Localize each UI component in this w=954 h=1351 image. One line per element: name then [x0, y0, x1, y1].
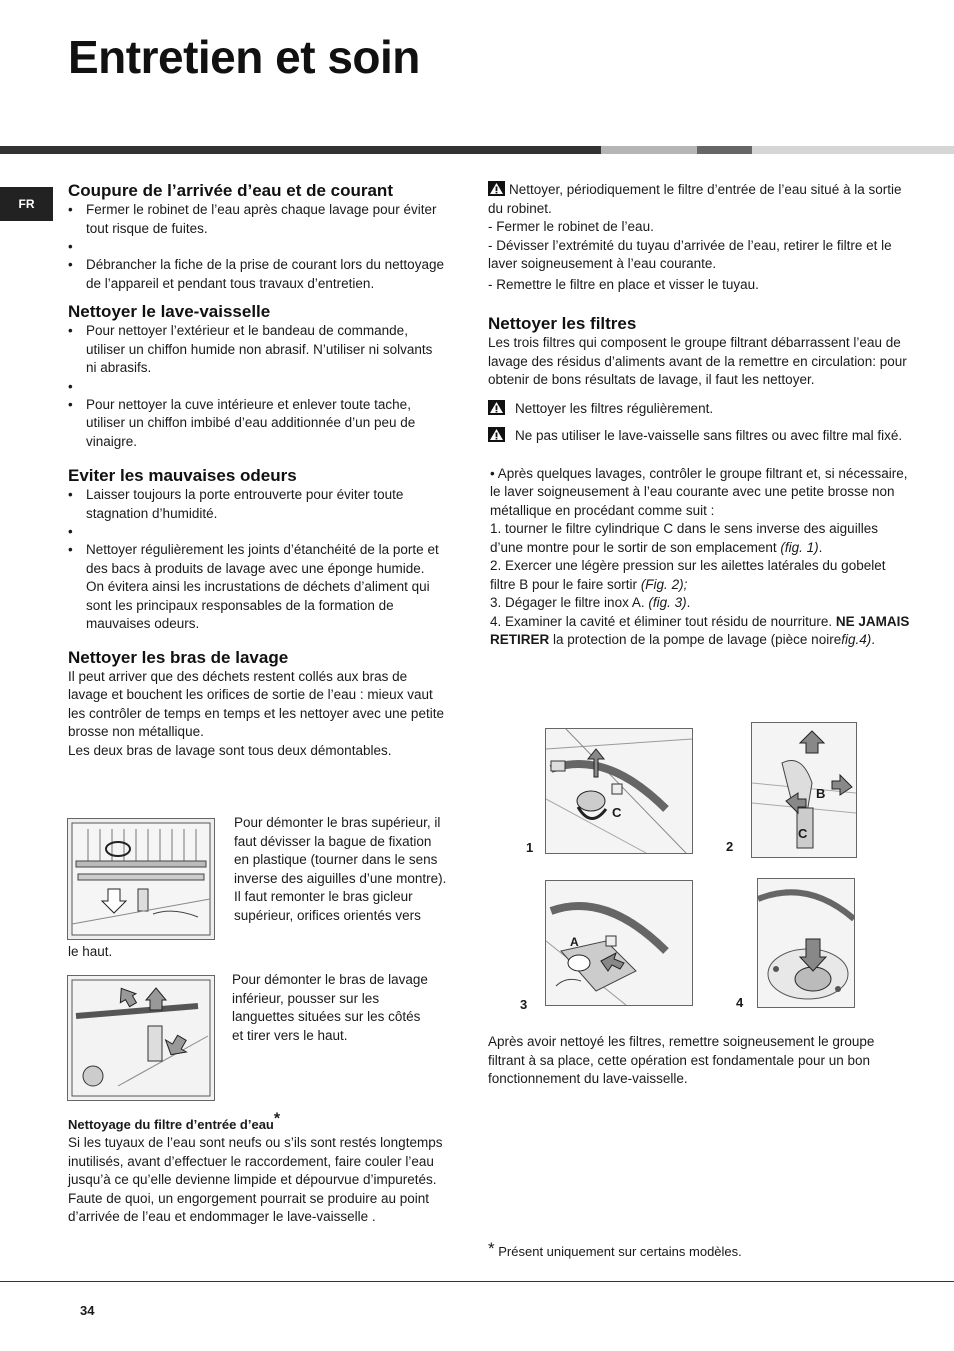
filter-step-1: 1. tourner le filtre cylindrique C dans le sens inverse des aiguilles d’une montre pour le sortir de son emplacement (fig. 1).: [490, 521, 878, 555]
inlet-step: - Remettre le filtre en place et visser le tuyau.: [488, 276, 759, 292]
figure-number-1: 1: [526, 840, 534, 855]
footnote-marker: *: [488, 1239, 495, 1258]
step-text: la protection de la pompe de lavage (pièce noire: [549, 632, 842, 647]
figure-3-illustration: [546, 881, 692, 1005]
filter-step-4: 4. Examiner la cavité et éliminer tout résidu de nourriture. NE JAMAIS RETIRER la protection de la pompe de lavage (pièce noirefig.4).: [490, 613, 910, 647]
step-text: 1. tourner le filtre cylindrique C dans le sens inverse des aiguilles d’une montre pour le sortir de son emplacement: [490, 521, 878, 555]
header-bar-pale: [752, 146, 954, 154]
figure-label-b: B: [816, 786, 826, 801]
odours-list: [68, 486, 446, 634]
figure-ref: (Fig. 2);: [640, 576, 688, 592]
upper-arm-figure: [67, 818, 215, 940]
list-item: • Pour nettoyer la cuve intérieure et enlever toute tache, utiliser un chiffon imbibé d’eau additionnée d’un peu de vinaigre.: [68, 396, 446, 452]
figure-ref: (fig. 3): [648, 595, 687, 610]
list-item: • Débrancher la fiche de la prise de courant lors du nettoyage de l’appareil et pendant tous travaux d’entretien.: [68, 256, 446, 293]
list-item: • Laisser toujours la porte entrouverte pour éviter toute stagnation d’humidité.: [68, 486, 446, 523]
figure-1: [545, 728, 693, 854]
after-filters-paragraph: Après avoir nettoyé les filtres, remettre soigneusement le groupe filtrant à sa place, cette opération est fondamentale pour un bon fonctionnement du lave-vaisselle.: [488, 1034, 875, 1086]
left-column: [68, 180, 446, 760]
footnote-marker: *: [273, 1110, 281, 1128]
step-text: 3. Dégager le filtre inox A.: [490, 595, 649, 610]
lower-arm-illustration: [68, 976, 214, 1100]
figure-4-illustration: [758, 879, 854, 1007]
filter-steps: [488, 465, 910, 650]
warning-filters: [488, 400, 910, 419]
warning-inlet-text: Nettoyer, périodiquement le filtre d’entrée de l’eau situé à la sortie du robinet.: [488, 182, 902, 216]
step-text: 2. Exercer une légère pression sur les ailettes latérales du gobelet filtre B pour le faire sortir: [490, 558, 886, 592]
warning-icon: [488, 427, 505, 442]
inlet-title-text: Nettoyage du filtre d’entrée d’eau: [68, 1117, 274, 1132]
page-number: 34: [80, 1303, 95, 1318]
right-column: [488, 181, 910, 650]
upper-arm-text: [234, 814, 448, 925]
lower-arm-text: [232, 971, 432, 1045]
figure-number-4: 4: [736, 995, 744, 1010]
figure-label-a: A: [570, 935, 579, 949]
upper-arm-text-end: [68, 943, 268, 962]
figure-number-3: 3: [520, 997, 528, 1012]
inlet-step: - Fermer le robinet de l’eau.: [488, 219, 654, 234]
lower-arm-instructions: Pour démonter le bras de lavage inférieur, pousser sur les languettes situées sur les côtés et tirer vers le haut.: [232, 972, 428, 1043]
warning-filters-text: Nettoyer les filtres régulièrement.: [515, 400, 714, 416]
section-title-arms: Nettoyer les bras de lavage: [68, 647, 289, 667]
list-item: • Pour nettoyer l’extérieur et le bandeau de commande, utiliser un chiffon humide non abrasif. N’utiliser ni solvants ni abrasifs.: [68, 322, 446, 378]
figure-4: [757, 878, 855, 1008]
inlet-step: - Dévisser l’extrémité du tuyau d’arrivée de l’eau, retirer le filtre et le laver soigneusement à l’eau courante.: [488, 237, 892, 271]
list-item: • Fermer le robinet de l’eau après chaque lavage pour éviter tout risque de fuites.: [68, 201, 446, 238]
section-title-power: Coupure de l’arrivée d’eau et de courant: [68, 181, 393, 200]
step-text: 4. Examiner la cavité et éliminer tout résidu de nourriture.: [490, 613, 836, 629]
arms-paragraph: Il peut arriver que des déchets restent collés aux bras de lavage et bouchent les orifices de sortie de l’eau : mieux vaut les contrôler de temps en temps et les nettoyer avec une petite brosse non métallique.: [68, 668, 444, 739]
header-bar-mid: [697, 146, 752, 154]
section-title-inlet: [68, 1110, 446, 1134]
figure-ref: fig.4): [841, 632, 872, 647]
upper-arm-illustration: [68, 819, 214, 939]
section-title-filters: Nettoyer les filtres: [488, 314, 637, 333]
filter-step-intro: • Après quelques lavages, contrôler le groupe filtrant et, si nécessaire, le laver soigneusement à l’eau courante avec une petite brosse non métallique en procédant comme suit :: [490, 465, 908, 518]
arms-paragraph-2: Les deux bras de lavage sont tous deux démontables.: [68, 742, 392, 758]
upper-arm-instructions-end: le haut.: [68, 944, 113, 959]
figure-ref: (fig. 1): [780, 539, 819, 555]
warning-inlet: [488, 181, 910, 218]
power-list: [68, 201, 446, 293]
clean-list: [68, 322, 446, 451]
filter-step-3: 3. Dégager le filtre inox A. (fig. 3).: [490, 595, 691, 610]
footnote: [488, 1240, 908, 1262]
header-bar-light: [601, 146, 697, 154]
section-title-clean: Nettoyer le lave-vaisselle: [68, 302, 271, 321]
figure-label-c: C: [798, 826, 808, 841]
page-title: Entretien et soin: [68, 31, 420, 83]
after-filters: [488, 1033, 908, 1089]
figure-1-illustration: [546, 729, 692, 853]
section-title-odours: Eviter les mauvaises odeurs: [68, 466, 297, 485]
spacer: [68, 238, 446, 256]
spacer: [68, 378, 446, 396]
filter-step-2: [490, 557, 910, 594]
footer-rule: [0, 1281, 954, 1282]
step-warning-bold: NE JAMAIS RETIRER: [490, 613, 910, 647]
figure-label-c: C: [612, 805, 622, 820]
warning-no-filters: [488, 427, 910, 446]
filters-paragraph: Les trois filtres qui composent le groupe filtrant débarrassent l’eau de lavage des résidus d’aliments avant de la remettre en circulation: pour obtenir de bons résultats de lavage, il faut les nettoyer.: [488, 335, 907, 387]
figure-2: [751, 722, 857, 858]
header-bar-dark: [0, 146, 601, 154]
warning-icon: [488, 400, 505, 415]
language-tab: FR: [0, 187, 53, 221]
inlet-filter-section: [68, 1110, 446, 1227]
warning-icon: [488, 181, 505, 196]
footnote-text: Présent uniquement sur certains modèles.: [498, 1244, 742, 1259]
figure-number-2: 2: [726, 839, 734, 854]
warning-no-filters-text: Ne pas utiliser le lave-vaisselle sans filtres ou avec filtre mal fixé.: [515, 428, 903, 443]
figure-3: [545, 880, 693, 1006]
inlet-paragraph: Si les tuyaux de l’eau sont neufs ou s’ils sont restés longtemps inutilisés, avant d’effectuer le raccordement, faire couler l’eau jusqu’à ce qu’elle devienne limpide et dépourvue d’impuretés. Faute de quoi, un engorgement pourrait se produire au point d’arrivée de l’eau et endommager le lave-vaisselle .: [68, 1135, 443, 1224]
list-item: • Nettoyer régulièrement les joints d’étanchéité de la porte et des bacs à produits de lavage avec une éponge humide. On évitera ainsi les incrustations de déchets d’aliment qui sont les principaux responsables de la formation de mauvaises odeurs.: [68, 541, 446, 634]
spacer: [68, 523, 446, 541]
upper-arm-instructions: Pour démonter le bras supérieur, il faut dévisser la bague de fixation en plastique (tourner dans le sens inverse des aiguilles d’une montre). Il faut remonter le bras gicleur supérieur, orifices orientés vers: [234, 815, 447, 923]
lower-arm-figure: [67, 975, 215, 1101]
